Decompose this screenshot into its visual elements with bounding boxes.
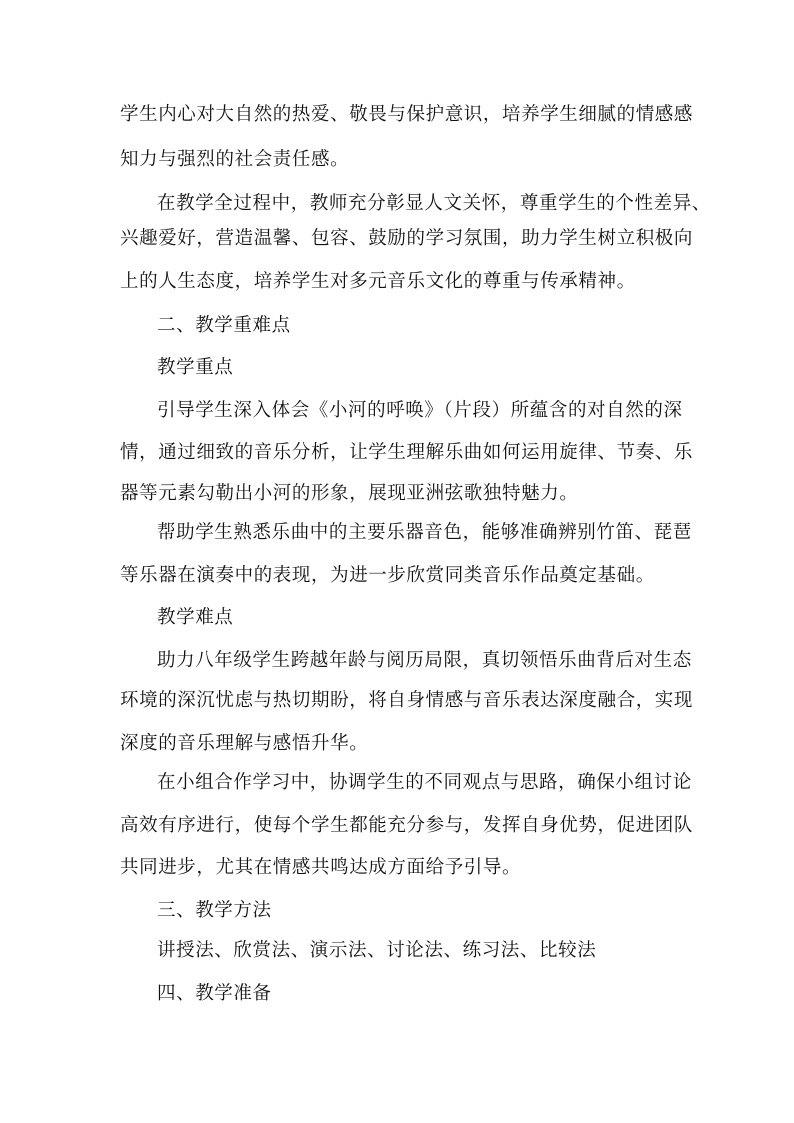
paragraph-line: 共同进步，尤其在情感共鸣达成方面给予引导。 — [120, 857, 522, 878]
paragraph-line: 在教学全过程中，教师充分彰显人文关怀，尊重学生的个性差异、 — [157, 193, 711, 214]
paragraph-line: 兴趣爱好，营造温馨、包容、鼓励的学习氛围，助力学生树立积极向 — [120, 228, 694, 249]
section-heading: 四、教学准备 — [157, 983, 272, 1004]
paragraph-line: 学生内心对大自然的热爱、敬畏与保护意识，培养学生细腻的情感感 — [120, 104, 694, 125]
paragraph-line: 深度的音乐理解与感悟升华。 — [120, 733, 369, 754]
paragraph-line: 高效有序进行，使每个学生都能充分参与，发挥自身优势，促进团队 — [120, 815, 694, 836]
section-heading: 二、教学重难点 — [157, 315, 291, 336]
paragraph-line: 助力八年级学生跨越年龄与阅历局限，真切领悟乐曲背后对生态 — [157, 650, 692, 671]
paragraph-line: 上的人生态度，培养学生对多元音乐文化的尊重与传承精神。 — [120, 271, 636, 292]
paragraph-line: 引导学生深入体会《小河的呼唤》（片段）所蕴含的对自然的深 — [157, 400, 683, 421]
paragraph-line: 情，通过细致的音乐分析，让学生理解乐曲如何运用旋律、节奏、乐 — [120, 442, 694, 463]
paragraph-line: 讲授法、欣赏法、演示法、讨论法、练习法、比较法 — [157, 940, 597, 961]
subsection-heading: 教学难点 — [157, 607, 234, 628]
subsection-heading: 教学重点 — [157, 357, 234, 378]
paragraph-line: 环境的深沉忧虑与热切期盼，将自身情感与音乐表达深度融合，实现 — [120, 690, 694, 711]
section-heading: 三、教学方法 — [157, 900, 272, 921]
paragraph-line: 等乐器在演奏中的表现，为进一步欣赏同类音乐作品奠定基础。 — [120, 565, 655, 586]
paragraph-line: 帮助学生熟悉乐曲中的主要乐器音色，能够准确辨别竹笛、琵琶 — [157, 522, 692, 543]
paragraph-line: 器等元素勾勒出小河的形象，展现亚洲弦歌独特魅力。 — [120, 483, 579, 504]
paragraph-line: 知力与强烈的社会责任感。 — [120, 149, 350, 170]
paragraph-line: 在小组合作学习中，协调学生的不同观点与思路，确保小组讨论 — [157, 772, 692, 793]
